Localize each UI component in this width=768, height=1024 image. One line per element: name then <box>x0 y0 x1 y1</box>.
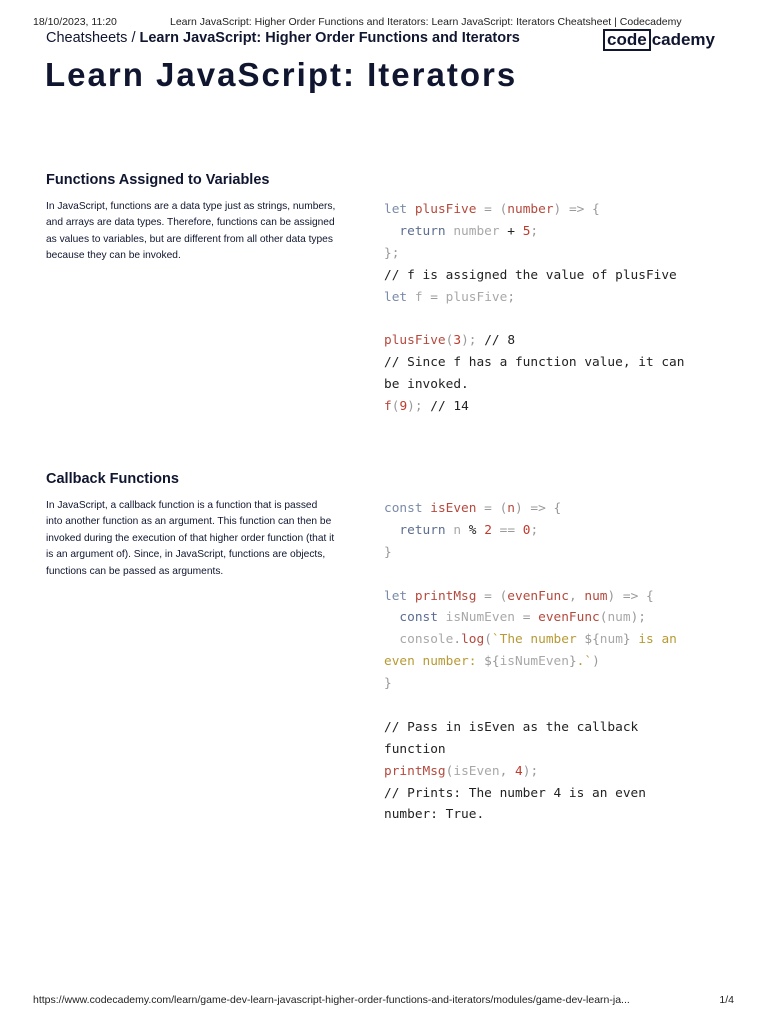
codecademy-logo[interactable] <box>603 29 715 51</box>
breadcrumb-separator: / <box>127 30 140 46</box>
code-line: const isEven = (n) => { <box>384 501 562 516</box>
section-title-callback-functions: Callback Functions <box>46 471 179 487</box>
logo-cademy-part: cademy <box>651 30 716 49</box>
print-footer <box>33 994 734 1008</box>
print-page-number: 1/4 <box>719 994 734 1006</box>
code-line: }; <box>384 245 400 261</box>
code-line: } <box>384 676 392 692</box>
code-comment: number: True. <box>384 807 485 823</box>
page-title: Learn JavaScript: Iterators <box>45 56 518 93</box>
section-title-functions-assigned: Functions Assigned to Variables <box>46 172 270 188</box>
code-line: even number: ${isNumEven}.`) <box>384 654 600 670</box>
code-line: console.log(`The number ${num} is an <box>384 632 677 648</box>
print-datetime: 18/10/2023, 11:20 <box>33 16 117 28</box>
code-comment: be invoked. <box>384 377 469 393</box>
print-doc-title: Learn JavaScript: Higher Order Functions and Iterators: Learn JavaScript: Iterators Cheatsheet | Codecademy <box>170 16 682 28</box>
code-comment: function <box>384 741 446 757</box>
code-blank-line <box>384 308 724 330</box>
code-line: printMsg(isEven, 4); <box>384 763 539 779</box>
code-comment: // f is assigned the value of plusFive <box>384 267 677 283</box>
breadcrumb-root-link[interactable]: Cheatsheets <box>46 30 128 46</box>
code-blank-line <box>384 695 724 717</box>
breadcrumb-current: Learn JavaScript: Higher Order Functions and Iterators <box>139 30 520 46</box>
section-description-functions-assigned: In JavaScript, functions are a data type just as strings, numbers, and arrays are data types. Therefore, functions can be assigned as values to variables, but are different from all other data types because they can be invoked. <box>46 201 336 262</box>
code-line: } <box>384 544 392 560</box>
section-description-callback-functions: In JavaScript, a callback function is a function that is passed into another function as an argument. This function can then be invoked during the execution of that higher order function (that it is an argument of). Since, in JavaScript, functions are objects, functions can be passed as arguments. <box>46 500 335 577</box>
code-comment: // Since f has a function value, it can <box>384 355 685 371</box>
code-comment: // Prints: The number 4 is an even <box>384 785 646 801</box>
code-line: let f = plusFive; <box>384 289 516 305</box>
code-line: return number + 5; <box>384 223 539 239</box>
code-line: return n % 2 == 0; <box>384 522 539 538</box>
code-line: plusFive(3); // 8 <box>384 333 516 349</box>
logo-code-part: code <box>603 29 651 51</box>
breadcrumb <box>46 30 520 46</box>
code-blank-line <box>384 564 724 586</box>
code-line: let plusFive = (number) => { <box>384 202 600 217</box>
print-header <box>33 16 734 30</box>
code-block-functions-assigned <box>384 199 724 418</box>
code-comment: // Pass in isEven as the callback <box>384 719 639 735</box>
print-url: https://www.codecademy.com/learn/game-dev-learn-javascript-higher-order-functions-and-iterators/modules/game-dev-learn-ja... <box>33 994 630 1006</box>
code-line: f(9); // 14 <box>384 399 469 415</box>
code-line: const isNumEven = evenFunc(num); <box>384 610 647 626</box>
code-line: let printMsg = (evenFunc, num) => { <box>384 588 654 604</box>
code-block-callback-functions <box>384 498 724 826</box>
